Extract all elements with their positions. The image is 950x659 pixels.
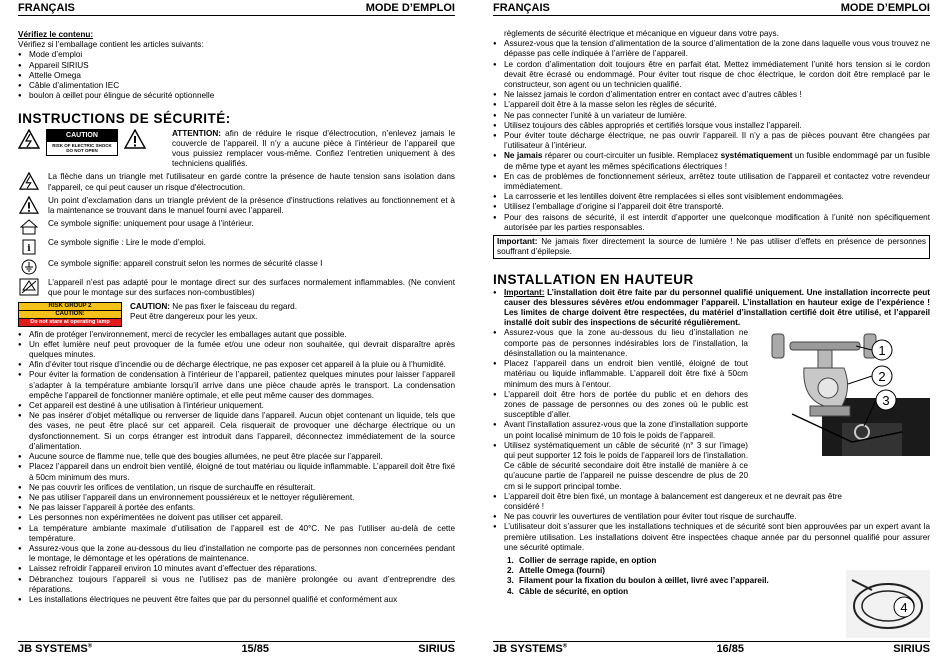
figure-label-4: 4 bbox=[900, 600, 908, 616]
list-item: ● Les personnes non expérimentées ne doivent pas utiliser cet appareil. bbox=[18, 513, 455, 523]
risk-caution-text: CAUTION: Ne pas fixer le faisceau du regard. Peut être dangereux pour les yeux. bbox=[130, 301, 298, 321]
list-item: ● L’appareil doit être bien fixé, un montage à balancement est dangereux et ne devrait pas être considéré ! bbox=[493, 492, 842, 512]
list-item: ● Avant l’installation assurez-vous que la zone d’installation supporte un point localisé minimum de 10 fois le poids de l’appareil. bbox=[493, 420, 748, 440]
list-item: ● boulon à œillet pour élingue de sécurité optionnelle bbox=[18, 91, 455, 101]
list-item: ● Important: L’installation doit être faite par du personnel qualifié uniquement. Une installation incorrecte peut causer des blessures sévères et/ou endommager l’appareil. L’installation en hauteur exige de l’expérience ! Les limites de charge doivent être respectées, du matériel d’installation certifié doit être utilisé, et l’appareil installé doit subir des inspections de sécurité régulièrement. bbox=[493, 288, 930, 329]
verify-list bbox=[18, 50, 455, 101]
svg-text:i: i bbox=[27, 244, 31, 255]
page-number: 15/85 bbox=[241, 643, 269, 655]
parts-list bbox=[507, 556, 930, 597]
page-footer bbox=[18, 641, 455, 655]
list-item: ● La carrosserie et les lentilles doivent être remplacées si elles sont visiblement endommagées. bbox=[493, 192, 930, 202]
list-item: ● Assurez-vous que la zone au-dessous du lieu d’installation ne comporte pas de personnes indésirables lors de l’installation, la désinstallation ou la maintenance. bbox=[493, 328, 748, 359]
list-item: ● Aucune source de flamme nue, telle que des bougies allumées, ne peut être placée sur l’appareil. bbox=[18, 452, 455, 462]
list-item: ● Ne pas couvrir les ouvertures de ventilation pour éviter tout risque de surchauffe. bbox=[493, 512, 930, 522]
list-item: 2. Attelle Omega (fourni) bbox=[507, 566, 930, 576]
indoor-use-icon bbox=[20, 219, 38, 235]
list-item: ● Placez l’appareil dans un endroit bien ventilé, éloigné de tout matériau ou liquide inflammable. L’appareil doit être fixé à 50cm minimum des murs à l’entour. bbox=[493, 359, 748, 390]
verify-intro: Vérifiez si l’emballage contient les articles suivants: bbox=[18, 40, 204, 50]
install-section bbox=[493, 328, 930, 616]
list-item: ● Afin d’éviter tout risque d’incendie ou de décharge électrique, ne pas exposer cet appareil à la pluie ou à l’humidité. bbox=[18, 360, 455, 370]
risk-group-row bbox=[18, 302, 455, 327]
ground-class-icon bbox=[21, 259, 37, 275]
footer-model: SIRIUS bbox=[418, 643, 455, 655]
list-item: ● Ne pas couvrir les orifices de ventilation, un risque de surchauffe en résulterait. bbox=[18, 483, 455, 493]
right-page bbox=[475, 0, 950, 659]
page-footer bbox=[493, 641, 930, 655]
list-item: 3. Filament pour la fixation du boulon à œillet, livré avec l’appareil. bbox=[507, 576, 930, 586]
list-item: ● L’utilisateur doit s’assurer que les installations techniques et de sécurité sont bien approuvées par un expert avant la première utilisation. Les installations doivent être inspectées chaque année par du personnel qualifié pour assurer une sécurité optimale. bbox=[493, 522, 930, 553]
list-item: ● Le cordon d’alimentation doit toujours être en parfait état. Mettez immédiatement l’unité hors tension si le cordon devait être écrasé ou endommagé. Pour éviter tout risque de choc électrique, le cordon doit être remplacé par le constructeur, son agent ou un technicien qualifié. bbox=[493, 60, 930, 91]
caution-block bbox=[18, 129, 455, 170]
safety-list bbox=[493, 39, 930, 233]
non-flammable-surface-icon bbox=[19, 278, 39, 296]
continued-text: règlements de sécurité électrique et mécanique en vigueur dans votre pays. bbox=[504, 29, 779, 38]
list-item: ● Pour des raisons de sécurité, il est interdit d’apporter une quelconque modification à l’unité non spécifiquement autorisée par les parties responsables. bbox=[493, 213, 930, 233]
header-title: MODE D’EMPLOI bbox=[365, 2, 455, 14]
list-item: ● Débranchez toujours l’appareil si vous ne l’utilisez pas de manière prolongée ou avant d’entreprendre des réparations. bbox=[18, 575, 455, 595]
symbol-row: Ce symbole signifie: uniquement pour usage à l’intérieur. bbox=[18, 219, 455, 235]
list-item: ● Pour éviter toute décharge électrique, ne pas ouvrir l’appareil. Il n’y a pas de pièces pouvant être changées par l’utilisateur à l’intérieur. bbox=[493, 131, 930, 151]
list-item: ● Laissez refroidir l’appareil environ 10 minutes avant d’effectuer des réparations. bbox=[18, 564, 455, 574]
symbol-row: Un point d’exclamation dans un triangle prévient de la présence d'instructions relatives au fonctionnement et à la maintenance se trouvant dans le manuel fourni avec l’appareil. bbox=[18, 196, 455, 216]
symbol-row: i Ce symbole signifie : Lire le mode d’emploi. bbox=[18, 238, 455, 256]
list-item: ● L’appareil doit être à la masse selon les règles de sécurité. bbox=[493, 100, 930, 110]
list-item: ● Ne jamais réparer ou court-circuiter un fusible. Remplacez systématiquement un fusible endommagé par un fusible de même type et ayant les mêmes spécifications électriques ! bbox=[493, 151, 930, 171]
list-item: ● Ne pas insérer d’objet métallique ou renverser de liquide dans l’appareil. Aucun objet contenant un liquide, tels que des vases, ne peut être placé sur cet appareil. Cela risquerait de provoquer une décharge électrique ou un dysfonctionnement. Si un corps étranger est introduit dans l’appareil, déconnectez immédiatement de la source d’alimentation. bbox=[18, 411, 455, 452]
header-language: FRANÇAIS bbox=[493, 2, 550, 14]
list-item: ● Ne pas connecter l’unité à un variateur de lumière. bbox=[493, 111, 930, 121]
list-item: ● Placez l’appareil dans un endroit bien ventilé, éloigné de tout matériau ou liquide inflammable. L’appareil doit être fixé à 50cm minimum des murs. bbox=[18, 462, 455, 482]
right-content bbox=[493, 29, 931, 616]
list-item: ● Pour éviter la formation de condensation à l’intérieur de l’appareil, patientez quelques minutes pour laisser l’appareil s’adapter à la température ambiante lorsqu’il arrive dans une pièce chaude après le transport. La condensation empêche l’appareil de fonctionner manière optimale, et elle peut même causer des dommages. bbox=[18, 370, 455, 401]
install-list bbox=[493, 328, 748, 491]
exclamation-triangle-icon bbox=[19, 196, 39, 214]
safety-list bbox=[18, 330, 455, 605]
figure-label-3: 3 bbox=[882, 393, 890, 409]
list-item: ● En cas de problèmes de fonctionnement sérieux, arrêtez toute utilisation de l’appareil et contactez votre revendeur immédiatement. bbox=[493, 172, 930, 192]
page-number: 16/85 bbox=[716, 643, 744, 655]
header-title: MODE D’EMPLOI bbox=[840, 2, 930, 14]
list-item: ● L’appareil doit être hors de portée du public et en dehors des zones de passage de personnes ou des zones où le public est susceptible d’aller. bbox=[493, 390, 748, 421]
list-item: ● Cet appareil est destiné à une utilisation à l’intérieur uniquement. bbox=[18, 401, 455, 411]
caution-tag: CAUTION RISK OF ELECTRIC SHOCK DO NOT OPEN bbox=[46, 129, 118, 156]
list-item: ● Ne laissez jamais le cordon d’alimentation entrer en contact avec d’autres câbles ! bbox=[493, 90, 930, 100]
left-content bbox=[18, 30, 455, 605]
list-item: ● Assurez-vous que la tension d’alimentation de la source d’alimentation de la zone dans laquelle vous vous trouvez ne dépasse pas celle indiquée à l’arrière de l’appareil. bbox=[493, 39, 930, 59]
list-item: ● Les installations électriques ne peuvent être faites que par du personnel qualifié et conformément aux bbox=[18, 595, 455, 605]
section-title: INSTALLATION EN HAUTEUR bbox=[493, 272, 694, 288]
footer-brand: JB SYSTEMS® bbox=[493, 643, 568, 655]
list-item: 1. Collier de serrage rapide, en option bbox=[507, 556, 930, 566]
symbol-row: La flèche dans un triangle met l'utilisateur en garde contre la présence de haute tension sans isolation dans l'appareil, ce qui peut causer un risque d'électrocution. bbox=[18, 172, 455, 192]
important-box: Important: Ne jamais fixer directement la source de lumière ! Ne pas utiliser d’effets en présence de personnes souffrant d’épilepsie. bbox=[493, 235, 930, 259]
high-voltage-icon bbox=[19, 172, 39, 190]
header-language: FRANÇAIS bbox=[18, 2, 75, 14]
attention-text: ATTENTION: afin de réduire le risque d’électrocution, n’enlevez jamais le couvercle de l’appareil. Il n’y a aucune pièce à l’intérieur de l’appareil que vous puissiez remplacer vous-même. Confiez l’entretien uniquement à des techniciens qualifiés. bbox=[172, 128, 455, 169]
symbol-row: L’appareil n’est pas adapté pour le montage direct sur des surfaces normalement inflammables. (Ne convient que pour le montage sur des surfaces non-combustibles) bbox=[18, 278, 455, 298]
list-item: ● Ne pas laisser l’appareil à portée des enfants. bbox=[18, 503, 455, 513]
list-item: ● Afin de protéger l’environnement, merci de recycler les emballages autant que possible. bbox=[18, 330, 455, 340]
page-header bbox=[493, 2, 930, 16]
high-voltage-icon bbox=[18, 129, 40, 149]
risk-group-tag: RISK GROUP 2 CAUTION: Do not stare at operating lamp bbox=[18, 302, 122, 327]
page-header bbox=[18, 2, 455, 16]
figure-label-2: 2 bbox=[878, 369, 886, 385]
list-item: ● Utilisez systématiquement un câble de sécurité (n° 3 sur l’image) qui peut supporter 12 fois le poids de l’appareil lors de l’installation. Ce câble de sécurité secondaire doit être installé de manière à ce qu’aucune partie de l’appareil ne puisse descendre de plus de 20 cm si le support principal tombe. bbox=[493, 441, 748, 492]
list-item: ● Mode d’emploi bbox=[18, 50, 455, 60]
verify-title: Vérifiez le contenu: bbox=[18, 30, 94, 39]
figure-label-1: 1 bbox=[878, 343, 886, 359]
list-item: ● Appareil SIRIUS bbox=[18, 61, 455, 71]
symbol-row: Ce symbole signifie: appareil construit selon les normes de sécurité classe I bbox=[18, 259, 455, 275]
read-manual-icon bbox=[21, 238, 37, 256]
list-item: ● Câble d’alimentation IEC bbox=[18, 81, 455, 91]
list-item: ● Attelle Omega bbox=[18, 71, 455, 81]
list-item: ● Assurez-vous que la zone au-dessous du lieu d’installation ne comporte pas de personnes non concernées pendant le montage, le démontage et les opérations de maintenance. bbox=[18, 544, 455, 564]
clamp-mounting-image bbox=[752, 328, 930, 456]
footer-model: SIRIUS bbox=[893, 643, 930, 655]
list-item: 4. Câble de sécurité, en option bbox=[507, 587, 930, 597]
footer-brand: JB SYSTEMS® bbox=[18, 643, 93, 655]
list-item: ● Utilisez l’emballage d’origine si l’appareil doit être transporté. bbox=[493, 202, 930, 212]
list-item: ● Utilisez toujours des câbles appropriés et certifiés lorsque vous installez l’appareil. bbox=[493, 121, 930, 131]
exclamation-triangle-icon bbox=[124, 129, 146, 149]
section-title: INSTRUCTIONS DE SÉCURITÉ: bbox=[18, 111, 231, 127]
list-item: ● La température ambiante maximale d’utilisation de l’appareil est de 40°C. Ne pas l’utiliser au-delà de cette température. bbox=[18, 524, 455, 544]
list-item: ● Ne pas utiliser l’appareil dans un environnement poussiéreux et le nettoyer régulièrement. bbox=[18, 493, 455, 503]
list-item: ● Un effet lumière neuf peut provoquer de la fumée et/ou une odeur non souhaitée, qui devrait disparaître après quelques minutes. bbox=[18, 340, 455, 360]
